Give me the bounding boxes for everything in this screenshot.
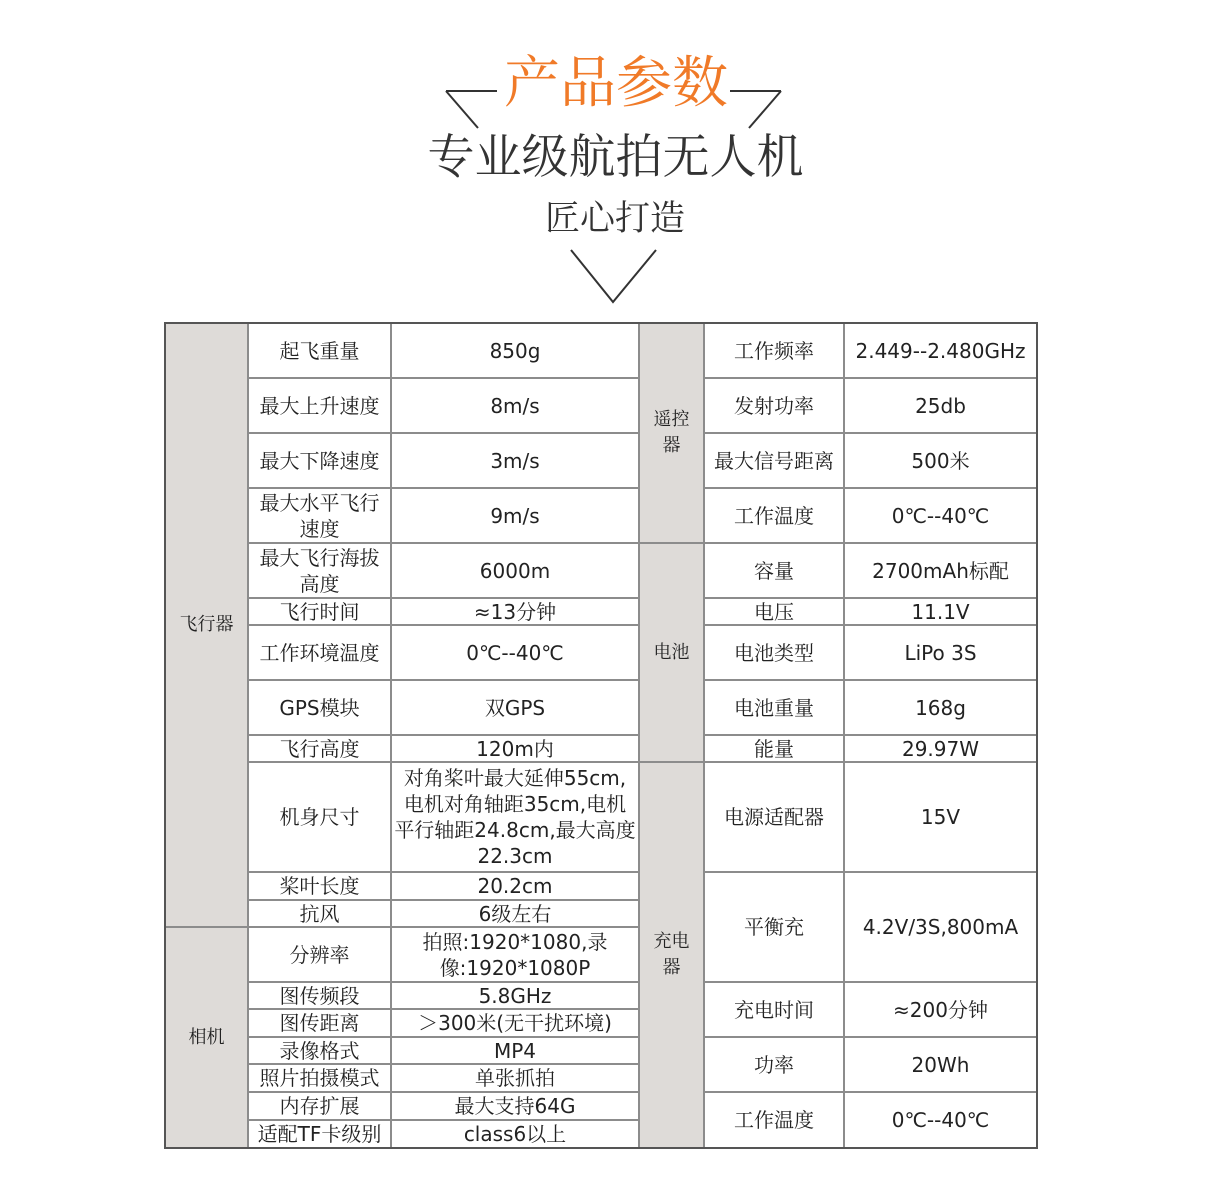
charger-spec-value: 4.2V/3S,800mA xyxy=(845,873,1036,981)
charger-spec-value: 15V xyxy=(845,763,1036,871)
aircraft-spec-label: 最大下降速度 xyxy=(249,434,390,487)
aircraft-spec-value: 20.2cm xyxy=(392,873,638,899)
category-camera: 相机 xyxy=(166,928,247,1147)
remote-spec-label: 工作频率 xyxy=(705,324,843,377)
battery-spec-label: 电压 xyxy=(705,599,843,624)
battery-spec-value: 168g xyxy=(845,681,1036,734)
aircraft-spec-value: 9m/s xyxy=(392,489,638,542)
page-title: 产品参数 xyxy=(504,51,728,116)
battery-spec-value: LiPo 3S xyxy=(845,626,1036,679)
aircraft-spec-value: 6000m xyxy=(392,544,638,597)
aircraft-spec-label: 工作环境温度 xyxy=(249,626,390,679)
aircraft-spec-label: 飞行时间 xyxy=(249,599,390,624)
spec-table xyxy=(164,322,1038,1149)
battery-spec-label: 容量 xyxy=(705,544,843,597)
battery-spec-value: 11.1V xyxy=(845,599,1036,624)
aircraft-spec-value: 3m/s xyxy=(392,434,638,487)
remote-spec-value: 0℃--40℃ xyxy=(845,489,1036,542)
charger-spec-label: 充电时间 xyxy=(705,983,843,1036)
camera-spec-value: 单张抓拍 xyxy=(392,1065,638,1091)
category-remote: 遥控器 xyxy=(640,324,703,542)
remote-spec-label: 发射功率 xyxy=(705,379,843,432)
aircraft-spec-label: 机身尺寸 xyxy=(249,763,390,871)
charger-spec-label: 工作温度 xyxy=(705,1093,843,1147)
aircraft-spec-label: 最大上升速度 xyxy=(249,379,390,432)
battery-spec-label: 电池类型 xyxy=(705,626,843,679)
camera-spec-label: 分辨率 xyxy=(249,928,390,981)
page-tagline: 匠心打造 xyxy=(544,199,685,239)
charger-spec-value: 20Wh xyxy=(845,1038,1036,1091)
chevron-down-icon xyxy=(571,250,656,302)
battery-spec-value: 2700mAh标配 xyxy=(845,544,1036,597)
battery-spec-label: 能量 xyxy=(705,736,843,761)
aircraft-spec-value: 8m/s xyxy=(392,379,638,432)
aircraft-spec-value: 0℃--40℃ xyxy=(392,626,638,679)
aircraft-spec-label: 桨叶长度 xyxy=(249,873,390,899)
aircraft-spec-label: 飞行高度 xyxy=(249,736,390,761)
charger-spec-value: ≈200分钟 xyxy=(845,983,1036,1036)
remote-spec-label: 工作温度 xyxy=(705,489,843,542)
aircraft-spec-value: ≈13分钟 xyxy=(392,599,638,624)
camera-spec-label: 图传距离 xyxy=(249,1010,390,1036)
remote-spec-value: 500米 xyxy=(845,434,1036,487)
battery-spec-label: 电池重量 xyxy=(705,681,843,734)
charger-spec-label: 功率 xyxy=(705,1038,843,1091)
aircraft-spec-value: 6级左右 xyxy=(392,901,638,926)
aircraft-spec-label: GPS模块 xyxy=(249,681,390,734)
remote-spec-label: 最大信号距离 xyxy=(705,434,843,487)
remote-spec-value: 2.449--2.480GHz xyxy=(845,324,1036,377)
aircraft-spec-value: 对角桨叶最大延伸55cm,电机对角轴距35cm,电机平行轴距24.8cm,最大高度22.3cm xyxy=(392,763,638,871)
aircraft-spec-label: 最大飞行海拔高度 xyxy=(249,544,390,597)
camera-spec-value: 5.8GHz xyxy=(392,983,638,1008)
aircraft-spec-value: 双GPS xyxy=(392,681,638,734)
camera-spec-value: 拍照:1920*1080,录像:1920*1080P xyxy=(392,928,638,981)
camera-spec-label: 内存扩展 xyxy=(249,1093,390,1119)
aircraft-spec-label: 起飞重量 xyxy=(249,324,390,377)
battery-spec-value: 29.97W xyxy=(845,736,1036,761)
charger-spec-value: 0℃--40℃ xyxy=(845,1093,1036,1147)
camera-spec-label: 录像格式 xyxy=(249,1038,390,1063)
camera-spec-value: MP4 xyxy=(392,1038,638,1063)
camera-spec-label: 照片拍摄模式 xyxy=(249,1065,390,1091)
category-aircraft: 飞行器 xyxy=(166,324,247,926)
aircraft-spec-value: 120m内 xyxy=(392,736,638,761)
remote-spec-value: 25db xyxy=(845,379,1036,432)
charger-spec-label: 平衡充 xyxy=(705,873,843,981)
aircraft-spec-label: 抗风 xyxy=(249,901,390,926)
charger-spec-label: 电源适配器 xyxy=(705,763,843,871)
page-subtitle: 专业级航拍无人机 xyxy=(427,130,804,185)
category-charger: 充电器 xyxy=(640,763,703,1147)
camera-spec-value: ＞300米(无干扰环境) xyxy=(392,1010,638,1036)
aircraft-spec-value: 850g xyxy=(392,324,638,377)
camera-spec-value: 最大支持64G xyxy=(392,1093,638,1119)
camera-spec-label: 适配TF卡级别 xyxy=(249,1121,390,1147)
camera-spec-value: class6以上 xyxy=(392,1121,638,1147)
aircraft-spec-label: 最大水平飞行速度 xyxy=(249,489,390,542)
category-battery: 电池 xyxy=(640,544,703,761)
camera-spec-label: 图传频段 xyxy=(249,983,390,1008)
